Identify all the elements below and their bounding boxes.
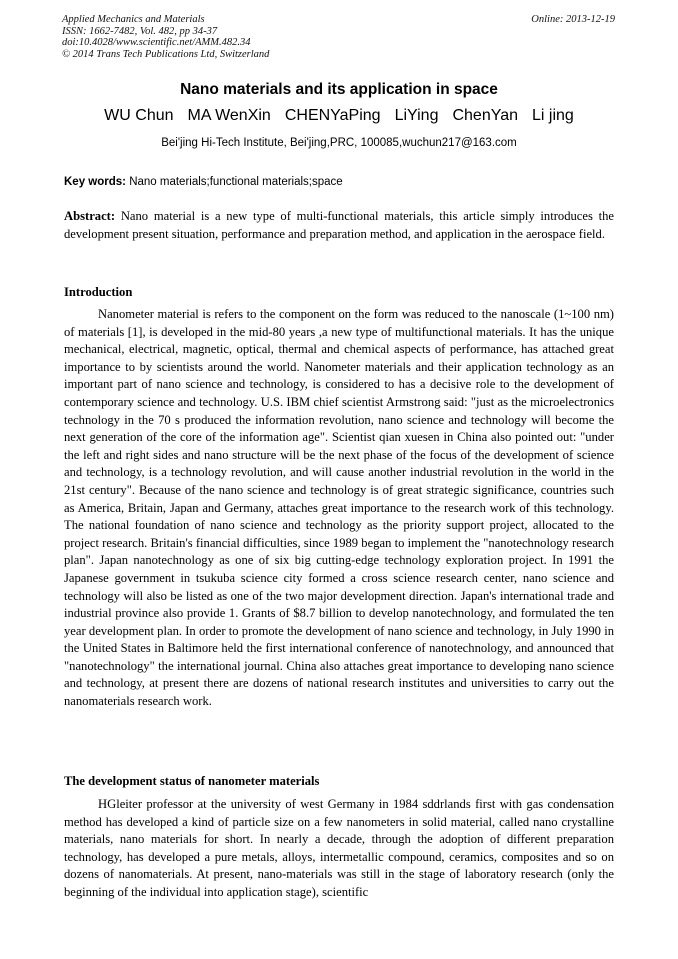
introduction-paragraph: Nanometer material is refers to the component on the form was reduced to the nanoscale (1~100 nm) of materials [1], is developed in the mid-80 years ,a new type of multifunctional materials. It has the unique mechanical, electrical, magnetic, optical, thermal and chemical aspects of performance, has attached great importance to by scientists around the world. Nanometer materials and their application technology as an important part of nano science and technology, is considered to has a decisive role to the development of contemporary science and technology. U.S. IBM chief scientist Armstrong said: "just as the microelectronics technology in the 70 s produced the information revolution, nano science and technology will become the next generation of the core of the information age". Scientist qian xuesen in China also pointed out: "under the left and right sides and nano structure will be the next phase of the focus of the development of science and technology, is a technology revolution, and will cause another industrial revolution in the world in the 21st century". Because of the nano science and technology is of great strategic significance, countries such as America, Britain, Japan and Germany, attaches great importance to the research work of this technology. The national foundation of nano science and technology as the priority support project, allocated to the project research. Britain's financial difficulties, since 1989 began to implement the "nanotechnology research plan". Japan nanotechnology as one of six big cutting-edge technology exploration project. In 1991 the Japanese government in tsukuba science city formed a cross science research center, nano science and technology will also be listed as one of the two major development direction. Japan's international trade and industrial province also provide 1. Grants of $8.7 billion to develop nanotechnology, and formulated the ten year development plan. In order to promote the development of nano science and technology, in July 1990 in the United States in Baltimore held the first international conference of nanotechnology, and announced that "nanotechnology" the international journal. China also attaches great importance to developing nano science and technology, at present there are dozens of national research institutes and universities to carry out the nanomaterials research work. [64,307,614,709]
author-affiliation: Bei'jing Hi-Tech Institute, Bei'jing,PRC, 100085,wuchun217@163.com [161,137,517,149]
author-name: MA WenXin [187,107,271,124]
section-heading-development-status: The development status of nanometer materials [64,774,320,788]
journal-issn: ISSN: 1662-7482, Vol. 482, pp 34-37 [62,25,218,37]
abstract-paragraph [64,208,614,243]
author-name: LiYing [394,107,439,124]
author-name: CHENYaPing [284,107,381,124]
keywords-line [64,174,343,190]
author-list [0,105,678,127]
author-name: ChenYan [452,107,518,124]
abstract-label: Abstract: [64,209,116,223]
keywords-text: Nano materials;functional materials;space [129,176,343,188]
journal-header [62,14,269,60]
author-name: Li jing [532,107,574,124]
section-heading-introduction: Introduction [64,285,133,299]
online-date: Online: 2013-12-19 [531,14,615,25]
abstract-text: Nano material is a new type of multi-functional materials, this article simply introduces the development present situation, performance and preparation method, and application in the aerospace field. [64,209,615,241]
keywords-label: Key words: [64,176,126,188]
journal-name: Applied Mechanics and Materials [62,14,205,25]
development-status-paragraph: HGleiter professor at the university of west Germany in 1984 sddrlands first with gas condensation method has developed a kind of particle size on a few nanometers in solid material, called nano crystalline materials, nano materials for short. In nearly a decade, through the adoption of different preparation technology, has developed a pure metals, alloys, intermetallic compound, ceramics, composites and so on dozens of nanomaterials. At present, nano-materials was still in the stage of laboratory research (only the beginning of the individual into application stage), scientific [64,797,614,899]
paper-title: Nano materials and its application in space [180,81,498,98]
journal-copyright: © 2014 Trans Tech Publications Ltd, Switzerland [62,48,270,60]
author-name: WU Chun [104,107,174,124]
journal-doi: doi:10.4028/www.scientific.net/AMM.482.34 [62,37,251,48]
